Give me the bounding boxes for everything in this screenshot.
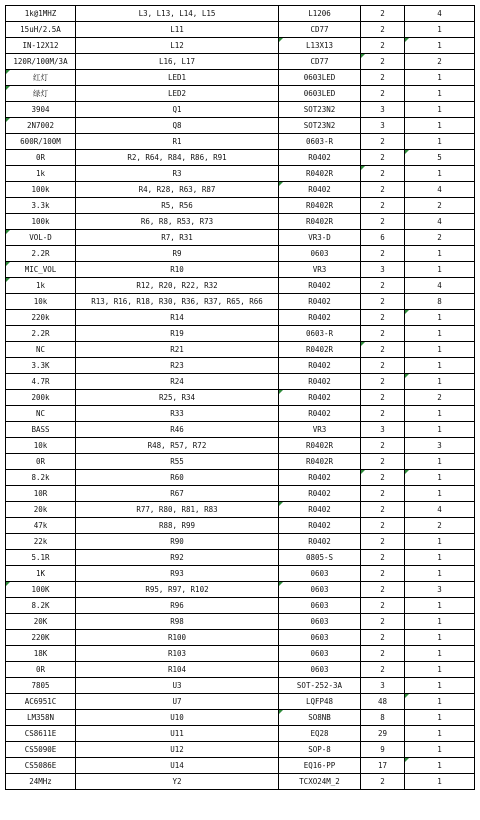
cell-designators: U14 (76, 758, 279, 774)
cell-designators: R98 (76, 614, 279, 630)
cell-quantity: 1 (405, 486, 475, 502)
cell-footprint: R0402 (279, 358, 361, 374)
cell-designators: Y2 (76, 774, 279, 790)
cell-pins: 2 (361, 246, 405, 262)
cell-pins: 2 (361, 326, 405, 342)
cell-footprint: SOT23N2 (279, 102, 361, 118)
cell-quantity: 1 (405, 694, 475, 710)
cell-footprint: R0402 (279, 470, 361, 486)
cell-value: 8.2K (6, 598, 76, 614)
cell-footprint: R0402 (279, 390, 361, 406)
cell-pins: 2 (361, 198, 405, 214)
table-row (6, 534, 475, 550)
cell-designators: R67 (76, 486, 279, 502)
cell-designators: R21 (76, 342, 279, 358)
cell-pins: 2 (361, 310, 405, 326)
cell-quantity: 4 (405, 182, 475, 198)
cell-designators: R100 (76, 630, 279, 646)
table-row (6, 758, 475, 774)
cell-footprint: R0402 (279, 534, 361, 550)
cell-footprint: R0402 (279, 518, 361, 534)
cell-quantity: 1 (405, 262, 475, 278)
table-row (6, 310, 475, 326)
cell-designators: LED2 (76, 86, 279, 102)
cell-designators: L16, L17 (76, 54, 279, 70)
cell-pins: 2 (361, 278, 405, 294)
cell-quantity: 1 (405, 246, 475, 262)
cell-footprint: 0603 (279, 614, 361, 630)
cell-designators: U7 (76, 694, 279, 710)
cell-value: 1k@1MHZ (6, 6, 76, 22)
table-row (6, 278, 475, 294)
cell-pins: 2 (361, 438, 405, 454)
cell-value: 20K (6, 614, 76, 630)
table-row (6, 358, 475, 374)
cell-designators: Q1 (76, 102, 279, 118)
cell-quantity: 1 (405, 774, 475, 790)
cell-designators: U3 (76, 678, 279, 694)
cell-quantity: 1 (405, 550, 475, 566)
cell-pins: 17 (361, 758, 405, 774)
cell-quantity: 1 (405, 102, 475, 118)
table-row (6, 438, 475, 454)
table-row (6, 326, 475, 342)
table-row (6, 70, 475, 86)
cell-footprint: 0603 (279, 566, 361, 582)
table-row (6, 614, 475, 630)
cell-pins: 2 (361, 582, 405, 598)
cell-value: 1K (6, 566, 76, 582)
cell-designators: R88, R99 (76, 518, 279, 534)
cell-value: 4.7R (6, 374, 76, 390)
cell-pins: 2 (361, 662, 405, 678)
cell-value: 1k (6, 278, 76, 294)
table-row (6, 406, 475, 422)
cell-footprint: R0402 (279, 502, 361, 518)
cell-value: CS8611E (6, 726, 76, 742)
table-row (6, 150, 475, 166)
cell-footprint: VR3-D (279, 230, 361, 246)
table-row (6, 214, 475, 230)
cell-footprint: LQFP48 (279, 694, 361, 710)
cell-pins: 3 (361, 118, 405, 134)
cell-quantity: 1 (405, 118, 475, 134)
cell-quantity: 1 (405, 678, 475, 694)
bom-table (5, 5, 475, 790)
cell-quantity: 1 (405, 422, 475, 438)
cell-footprint: 0603 (279, 598, 361, 614)
cell-value: LM358N (6, 710, 76, 726)
cell-quantity: 1 (405, 566, 475, 582)
cell-designators: LED1 (76, 70, 279, 86)
cell-footprint: R0402R (279, 454, 361, 470)
cell-footprint: EQ28 (279, 726, 361, 742)
cell-pins: 2 (361, 150, 405, 166)
cell-designators: R46 (76, 422, 279, 438)
cell-designators: R2, R64, R84, R86, R91 (76, 150, 279, 166)
bom-table-body (6, 6, 475, 790)
table-row (6, 678, 475, 694)
cell-pins: 8 (361, 710, 405, 726)
cell-pins: 2 (361, 134, 405, 150)
cell-pins: 48 (361, 694, 405, 710)
cell-footprint: L1206 (279, 6, 361, 22)
table-row (6, 166, 475, 182)
cell-quantity: 1 (405, 38, 475, 54)
cell-pins: 2 (361, 342, 405, 358)
cell-designators: R23 (76, 358, 279, 374)
cell-quantity: 1 (405, 310, 475, 326)
table-row (6, 262, 475, 278)
cell-pins: 2 (361, 502, 405, 518)
cell-value: BASS (6, 422, 76, 438)
table-row (6, 470, 475, 486)
table-row (6, 118, 475, 134)
cell-footprint: CD77 (279, 54, 361, 70)
table-row (6, 550, 475, 566)
cell-footprint: SO8NB (279, 710, 361, 726)
cell-footprint: R0402R (279, 342, 361, 358)
table-row (6, 422, 475, 438)
table-row (6, 518, 475, 534)
cell-footprint: R0402 (279, 278, 361, 294)
cell-designators: R3 (76, 166, 279, 182)
cell-value: 120R/100M/3A (6, 54, 76, 70)
cell-pins: 2 (361, 454, 405, 470)
cell-footprint: 0603LED (279, 86, 361, 102)
cell-designators: R33 (76, 406, 279, 422)
cell-designators: R77, R80, R81, R83 (76, 502, 279, 518)
cell-value: 200k (6, 390, 76, 406)
cell-pins: 3 (361, 678, 405, 694)
table-row (6, 6, 475, 22)
cell-quantity: 1 (405, 742, 475, 758)
cell-designators: R7, R31 (76, 230, 279, 246)
cell-pins: 3 (361, 422, 405, 438)
cell-quantity: 1 (405, 326, 475, 342)
table-row (6, 54, 475, 70)
cell-quantity: 1 (405, 598, 475, 614)
cell-pins: 2 (361, 518, 405, 534)
table-row (6, 246, 475, 262)
table-row (6, 230, 475, 246)
cell-quantity: 3 (405, 582, 475, 598)
cell-designators: R96 (76, 598, 279, 614)
cell-pins: 2 (361, 358, 405, 374)
cell-footprint: 0603 (279, 646, 361, 662)
cell-pins: 2 (361, 182, 405, 198)
cell-value: 24MHz (6, 774, 76, 790)
cell-footprint: R0402 (279, 310, 361, 326)
cell-designators: R19 (76, 326, 279, 342)
cell-quantity: 5 (405, 150, 475, 166)
cell-footprint: R0402R (279, 198, 361, 214)
cell-designators: U12 (76, 742, 279, 758)
table-row (6, 694, 475, 710)
cell-value: 220K (6, 630, 76, 646)
cell-footprint: 0603 (279, 246, 361, 262)
cell-footprint: R0402R (279, 166, 361, 182)
cell-value: 1k (6, 166, 76, 182)
cell-value: 15uH/2.5A (6, 22, 76, 38)
cell-footprint: R0402 (279, 406, 361, 422)
cell-value: 5.1R (6, 550, 76, 566)
cell-quantity: 1 (405, 614, 475, 630)
cell-value: 600R/100M (6, 134, 76, 150)
cell-quantity: 1 (405, 22, 475, 38)
table-row (6, 390, 475, 406)
cell-footprint: VR3 (279, 422, 361, 438)
cell-value: 绿灯 (6, 86, 76, 102)
cell-quantity: 4 (405, 6, 475, 22)
cell-value: 20k (6, 502, 76, 518)
cell-value: IN-12X12 (6, 38, 76, 54)
cell-pins: 2 (361, 550, 405, 566)
cell-pins: 3 (361, 102, 405, 118)
table-row (6, 630, 475, 646)
cell-value: 8.2k (6, 470, 76, 486)
table-row (6, 742, 475, 758)
cell-value: 红灯 (6, 70, 76, 86)
cell-value: 47k (6, 518, 76, 534)
cell-value: NC (6, 342, 76, 358)
cell-value: MIC_VOL (6, 262, 76, 278)
cell-value: 10k (6, 294, 76, 310)
cell-value: 7805 (6, 678, 76, 694)
cell-designators: L12 (76, 38, 279, 54)
cell-footprint: R0402 (279, 374, 361, 390)
cell-value: 100k (6, 214, 76, 230)
cell-pins: 2 (361, 214, 405, 230)
cell-value: 2.2R (6, 326, 76, 342)
cell-designators: R13, R16, R18, R30, R36, R37, R65, R66 (76, 294, 279, 310)
cell-value: 0R (6, 662, 76, 678)
cell-designators: R95, R97, R102 (76, 582, 279, 598)
cell-quantity: 2 (405, 390, 475, 406)
cell-pins: 2 (361, 774, 405, 790)
cell-quantity: 8 (405, 294, 475, 310)
cell-pins: 2 (361, 54, 405, 70)
cell-pins: 2 (361, 598, 405, 614)
cell-quantity: 1 (405, 470, 475, 486)
cell-quantity: 1 (405, 710, 475, 726)
table-row (6, 198, 475, 214)
table-row (6, 566, 475, 582)
cell-pins: 29 (361, 726, 405, 742)
cell-designators: R93 (76, 566, 279, 582)
cell-pins: 2 (361, 374, 405, 390)
cell-designators: R10 (76, 262, 279, 278)
cell-pins: 9 (361, 742, 405, 758)
cell-footprint: R0402 (279, 182, 361, 198)
table-row (6, 774, 475, 790)
table-row (6, 294, 475, 310)
table-row (6, 726, 475, 742)
cell-pins: 2 (361, 486, 405, 502)
cell-quantity: 1 (405, 758, 475, 774)
cell-quantity: 1 (405, 406, 475, 422)
cell-pins: 2 (361, 86, 405, 102)
cell-footprint: 0603 (279, 582, 361, 598)
cell-value: 10R (6, 486, 76, 502)
cell-designators: R25, R34 (76, 390, 279, 406)
cell-value: CS5090E (6, 742, 76, 758)
cell-quantity: 2 (405, 198, 475, 214)
cell-value: 2.2R (6, 246, 76, 262)
cell-value: NC (6, 406, 76, 422)
cell-value: CS5086E (6, 758, 76, 774)
cell-footprint: SOT-252-3A (279, 678, 361, 694)
cell-value: 0R (6, 454, 76, 470)
cell-value: 100k (6, 182, 76, 198)
cell-designators: R92 (76, 550, 279, 566)
table-row (6, 502, 475, 518)
cell-designators: R103 (76, 646, 279, 662)
cell-value: 3.3k (6, 198, 76, 214)
cell-value: AC6951C (6, 694, 76, 710)
cell-designators: R90 (76, 534, 279, 550)
cell-designators: R4, R28, R63, R87 (76, 182, 279, 198)
cell-quantity: 1 (405, 86, 475, 102)
cell-designators: R24 (76, 374, 279, 390)
cell-quantity: 2 (405, 230, 475, 246)
cell-quantity: 1 (405, 134, 475, 150)
cell-quantity: 1 (405, 630, 475, 646)
cell-footprint: EQ16-PP (279, 758, 361, 774)
cell-designators: R48, R57, R72 (76, 438, 279, 454)
table-row (6, 582, 475, 598)
cell-designators: R12, R20, R22, R32 (76, 278, 279, 294)
cell-footprint: R0402R (279, 214, 361, 230)
cell-value: 18K (6, 646, 76, 662)
table-row (6, 102, 475, 118)
cell-quantity: 4 (405, 502, 475, 518)
cell-pins: 2 (361, 614, 405, 630)
cell-pins: 6 (361, 230, 405, 246)
cell-quantity: 4 (405, 278, 475, 294)
cell-value: 0R (6, 150, 76, 166)
cell-designators: R55 (76, 454, 279, 470)
cell-pins: 2 (361, 22, 405, 38)
cell-designators: L11 (76, 22, 279, 38)
cell-value: 10k (6, 438, 76, 454)
cell-quantity: 4 (405, 214, 475, 230)
cell-footprint: CD77 (279, 22, 361, 38)
cell-footprint: 0603 (279, 630, 361, 646)
cell-footprint: VR3 (279, 262, 361, 278)
table-row (6, 22, 475, 38)
cell-footprint: R0402 (279, 294, 361, 310)
table-row (6, 38, 475, 54)
cell-pins: 2 (361, 166, 405, 182)
cell-value: 220k (6, 310, 76, 326)
cell-footprint: 0603-R (279, 134, 361, 150)
cell-designators: R104 (76, 662, 279, 678)
table-row (6, 710, 475, 726)
cell-footprint: 0603-R (279, 326, 361, 342)
cell-pins: 2 (361, 38, 405, 54)
cell-footprint: SOT23N2 (279, 118, 361, 134)
cell-quantity: 1 (405, 70, 475, 86)
cell-value: VOL-D (6, 230, 76, 246)
cell-quantity: 2 (405, 518, 475, 534)
cell-quantity: 1 (405, 454, 475, 470)
cell-footprint: 0603LED (279, 70, 361, 86)
cell-quantity: 1 (405, 646, 475, 662)
cell-designators: R5, R56 (76, 198, 279, 214)
table-row (6, 662, 475, 678)
cell-quantity: 3 (405, 438, 475, 454)
cell-quantity: 1 (405, 342, 475, 358)
cell-designators: L3, L13, L14, L15 (76, 6, 279, 22)
cell-pins: 2 (361, 294, 405, 310)
cell-pins: 2 (361, 534, 405, 550)
cell-value: 2N7002 (6, 118, 76, 134)
table-row (6, 342, 475, 358)
cell-footprint: R0402R (279, 438, 361, 454)
table-row (6, 486, 475, 502)
cell-designators: U10 (76, 710, 279, 726)
table-row (6, 598, 475, 614)
cell-quantity: 1 (405, 166, 475, 182)
cell-quantity: 1 (405, 358, 475, 374)
cell-quantity: 1 (405, 534, 475, 550)
cell-pins: 2 (361, 566, 405, 582)
cell-designators: R14 (76, 310, 279, 326)
cell-designators: R1 (76, 134, 279, 150)
cell-pins: 3 (361, 262, 405, 278)
cell-footprint: TCXO24M_2 (279, 774, 361, 790)
table-row (6, 134, 475, 150)
cell-pins: 2 (361, 390, 405, 406)
cell-footprint: 0805-S (279, 550, 361, 566)
cell-quantity: 1 (405, 662, 475, 678)
cell-designators: U11 (76, 726, 279, 742)
cell-pins: 2 (361, 470, 405, 486)
cell-footprint: R0402 (279, 150, 361, 166)
cell-quantity: 2 (405, 54, 475, 70)
cell-designators: R9 (76, 246, 279, 262)
cell-pins: 2 (361, 630, 405, 646)
cell-footprint: 0603 (279, 662, 361, 678)
table-row (6, 86, 475, 102)
cell-quantity: 1 (405, 726, 475, 742)
cell-designators: R6, R8, R53, R73 (76, 214, 279, 230)
cell-value: 3904 (6, 102, 76, 118)
cell-pins: 2 (361, 646, 405, 662)
table-row (6, 646, 475, 662)
table-row (6, 374, 475, 390)
cell-pins: 2 (361, 406, 405, 422)
cell-pins: 2 (361, 70, 405, 86)
cell-designators: Q8 (76, 118, 279, 134)
cell-footprint: R0402 (279, 486, 361, 502)
cell-value: 3.3K (6, 358, 76, 374)
cell-pins: 2 (361, 6, 405, 22)
cell-designators: R60 (76, 470, 279, 486)
cell-quantity: 1 (405, 374, 475, 390)
cell-value: 22k (6, 534, 76, 550)
table-row (6, 182, 475, 198)
cell-value: 100K (6, 582, 76, 598)
table-row (6, 454, 475, 470)
cell-footprint: SOP-8 (279, 742, 361, 758)
cell-footprint: L13X13 (279, 38, 361, 54)
